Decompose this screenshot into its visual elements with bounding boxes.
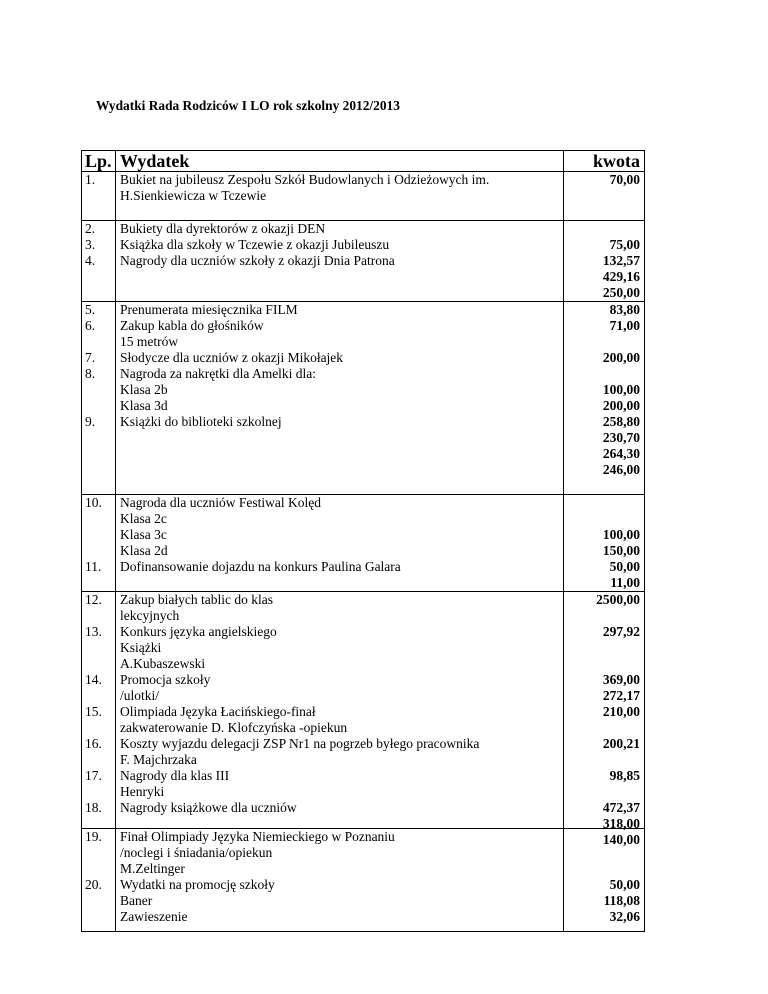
cell-wydatek-line: zakwaterowanie D. Klofczyńska -opiekun [120, 720, 348, 735]
cell-lp-line [85, 688, 115, 704]
cell-lp-line: 3. [85, 237, 96, 252]
cell-kwota-line: 297,92 [602, 624, 640, 639]
cell-wydatek-line: Klasa 3c [120, 527, 167, 542]
cell-wydatek-line: Klasa 2c [120, 511, 167, 526]
cell-kwota-line: 50,00 [609, 877, 640, 892]
cell-wydatek-line: Dofinansowanie dojazdu na konkurs Paulina Galara [120, 559, 401, 574]
cell-wydatek-line: 15 metrów [120, 334, 179, 349]
cell-wydatek-line: Zakup kabla do głośników [120, 318, 264, 333]
cell-lp-line: 7. [85, 350, 96, 365]
cell-kwota-line: 150,00 [602, 543, 640, 558]
header-kwota: kwota [563, 151, 645, 171]
table-row [81, 172, 645, 221]
cell-wydatek-line: Konkurs języka angielskiego [120, 624, 277, 639]
cell-wydatek-line: Nagrody dla uczniów szkoły z okazji Dnia Patrona [120, 253, 395, 268]
cell-wydatek-line: Bukiet na jubileusz Zespołu Szkół Budowlanych i Odzieżowych im. [120, 172, 490, 187]
table-row [81, 302, 645, 495]
page-title: Wydatki Rada Rodziców I LO rok szkolny 2012/2013 [96, 98, 400, 113]
cell-lp-line: 9. [85, 414, 96, 429]
cell-lp-line: 12. [85, 592, 102, 607]
cell-kwota-line [564, 656, 640, 672]
cell-lp-line [85, 527, 115, 543]
cell-wydatek [115, 829, 563, 931]
cell-lp-line: 2. [85, 221, 96, 236]
cell-kwota-line: 11,00 [610, 575, 640, 590]
cell-wydatek-line: Klasa 2b [120, 382, 168, 397]
cell-wydatek-line: Olimpiada Języka Łacińskiego-finał [120, 704, 316, 719]
cell-wydatek-line: Wydatki na promocję szkoły [120, 877, 275, 892]
cell-kwota-line: 200,00 [602, 398, 640, 413]
cell-lp-line: 15. [85, 704, 102, 719]
cell-wydatek [115, 592, 563, 828]
cell-wydatek-line: Klasa 2d [120, 543, 168, 558]
cell-lp [81, 302, 115, 494]
cell-lp [81, 221, 115, 301]
cell-lp-line [85, 608, 115, 624]
cell-wydatek-line: F. Majchrzaka [120, 752, 197, 767]
cell-lp [81, 592, 115, 828]
cell-wydatek [115, 495, 563, 591]
cell-wydatek [115, 172, 563, 220]
cell-lp-line [85, 720, 115, 736]
cell-kwota [563, 221, 645, 301]
cell-kwota-line: 71,00 [609, 318, 640, 333]
cell-wydatek-line: /noclegi i śniadania/opiekun [120, 845, 273, 860]
cell-lp-line [85, 845, 115, 861]
cell-wydatek [115, 302, 563, 494]
cell-kwota-line [564, 752, 640, 768]
cell-lp-line: 1. [85, 172, 96, 187]
cell-kwota-line [564, 861, 640, 877]
cell-wydatek-line: Książka dla szkoły w Tczewie z okazji Jubileuszu [120, 237, 390, 252]
cell-kwota-line: 369,00 [602, 672, 640, 687]
cell-lp-line: 18. [85, 800, 102, 815]
cell-lp-line [85, 511, 115, 527]
cell-lp-line: 4. [85, 253, 96, 268]
cell-kwota-line: 70,00 [609, 172, 640, 187]
cell-kwota [563, 495, 645, 591]
cell-kwota-line: 200,00 [602, 350, 640, 365]
cell-kwota-line [564, 784, 640, 800]
cell-kwota-line [564, 334, 640, 350]
cell-wydatek-line: Nagrody książkowe dla uczniów [120, 800, 297, 815]
cell-wydatek-line: Bukiety dla dyrektorów z okazji DEN [120, 221, 326, 236]
cell-wydatek-line: Nagroda za nakrętki dla Amelki dla: [120, 366, 317, 381]
table-row [81, 221, 645, 302]
cell-kwota-line: 100,00 [602, 382, 640, 397]
cell-wydatek-line: lekcyjnych [120, 608, 180, 623]
cell-kwota-line: 200,21 [602, 736, 640, 751]
cell-lp-line: 8. [85, 366, 96, 381]
expenses-table [81, 150, 645, 932]
cell-wydatek-line: Słodycze dla uczniów z okazji Mikołajek [120, 350, 344, 365]
cell-lp [81, 495, 115, 591]
cell-kwota-line: 118,08 [603, 893, 640, 908]
cell-lp-line: 5. [85, 302, 96, 317]
cell-kwota-line: 2500,00 [596, 592, 640, 607]
cell-wydatek-line: Baner [120, 893, 153, 908]
cell-wydatek-line: M.Zeltinger [120, 861, 185, 876]
cell-wydatek-line: /ulotki/ [120, 688, 160, 703]
cell-kwota-line: 132,57 [602, 253, 640, 268]
cell-wydatek-line: Zawieszenie [120, 909, 188, 924]
cell-lp [81, 829, 115, 931]
cell-kwota-line: 140,00 [602, 832, 640, 847]
cell-kwota-line: 230,70 [602, 430, 640, 445]
cell-kwota-line: 250,00 [602, 285, 640, 300]
cell-lp-line: 16. [85, 736, 102, 751]
cell-kwota-line: 100,00 [602, 527, 640, 542]
cell-wydatek-line: Klasa 3d [120, 398, 168, 413]
cell-kwota-line: 258,80 [602, 414, 640, 429]
cell-kwota [563, 829, 645, 931]
cell-wydatek-line: A.Kubaszewski [120, 656, 206, 671]
cell-kwota [563, 172, 645, 220]
table-header [81, 150, 645, 172]
table-row [81, 495, 645, 592]
cell-wydatek-line: Finał Olimpiady Języka Niemieckiego w Poznaniu [120, 829, 395, 844]
cell-kwota-line: 32,06 [609, 909, 640, 924]
cell-lp-line: 11. [85, 559, 102, 574]
cell-kwota-line [564, 640, 640, 656]
cell-kwota-line: 272,17 [602, 688, 640, 703]
cell-wydatek-line: Nagroda dla uczniów Festiwal Kolęd [120, 495, 321, 510]
cell-lp-line [85, 752, 115, 768]
header-wydatek: Wydatek [115, 151, 563, 171]
cell-lp-line [85, 543, 115, 559]
cell-kwota-line: 318,00 [602, 816, 640, 831]
cell-lp-line: 6. [85, 318, 96, 333]
cell-lp-line [85, 640, 115, 656]
cell-kwota-line [564, 366, 640, 382]
cell-lp-line: 14. [85, 672, 102, 687]
table-body [81, 172, 645, 932]
cell-lp-line: 10. [85, 495, 102, 510]
cell-wydatek-line: Zakup białych tablic do klas [120, 592, 273, 607]
cell-kwota-line: 472,37 [602, 800, 640, 815]
cell-kwota-line [564, 511, 640, 527]
cell-kwota-line: 50,00 [609, 559, 640, 574]
cell-kwota-line: 210,00 [602, 704, 640, 719]
cell-lp-line [85, 861, 115, 877]
cell-lp-line: 20. [85, 877, 102, 892]
cell-lp [81, 172, 115, 220]
cell-lp-line: 19. [85, 829, 102, 844]
cell-kwota-line [564, 829, 640, 845]
cell-wydatek [115, 221, 563, 301]
header-lp: Lp. [81, 151, 115, 171]
cell-kwota [563, 592, 645, 847]
cell-kwota-line [564, 845, 640, 861]
cell-lp-line [85, 334, 115, 350]
cell-wydatek-line: Nagrody dla klas III [120, 768, 230, 783]
cell-wydatek-line: Prenumerata miesięcznika FILM [120, 302, 298, 317]
cell-kwota-line: 264,30 [602, 446, 640, 461]
cell-wydatek-line: Promocja szkoły [120, 672, 211, 687]
cell-kwota-line: 429,16 [602, 269, 640, 284]
table-row [81, 829, 645, 932]
cell-wydatek-line: Książki [120, 640, 162, 655]
cell-kwota-line: 75,00 [609, 237, 640, 252]
cell-wydatek-line: Koszty wyjazdu delegacji ZSP Nr1 na pogrzeb byłego pracownika [120, 736, 480, 751]
cell-wydatek-line: H.Sienkiewicza w Tczewie [120, 188, 267, 203]
cell-wydatek-line: Książki do biblioteki szkolnej [120, 414, 282, 429]
cell-kwota-line: 83,80 [609, 302, 640, 317]
cell-lp-line [85, 398, 115, 414]
cell-kwota-line: 246,00 [602, 462, 640, 477]
cell-lp-line [85, 784, 115, 800]
cell-lp-line [85, 382, 115, 398]
cell-kwota [563, 302, 645, 494]
cell-lp-line: 13. [85, 624, 102, 639]
cell-kwota-line [564, 720, 640, 736]
cell-lp-line: 17. [85, 768, 102, 783]
cell-wydatek-line: Henryki [120, 784, 165, 799]
cell-kwota-line: 98,85 [609, 768, 640, 783]
cell-lp-line [85, 656, 115, 672]
cell-kwota-line [564, 608, 640, 624]
